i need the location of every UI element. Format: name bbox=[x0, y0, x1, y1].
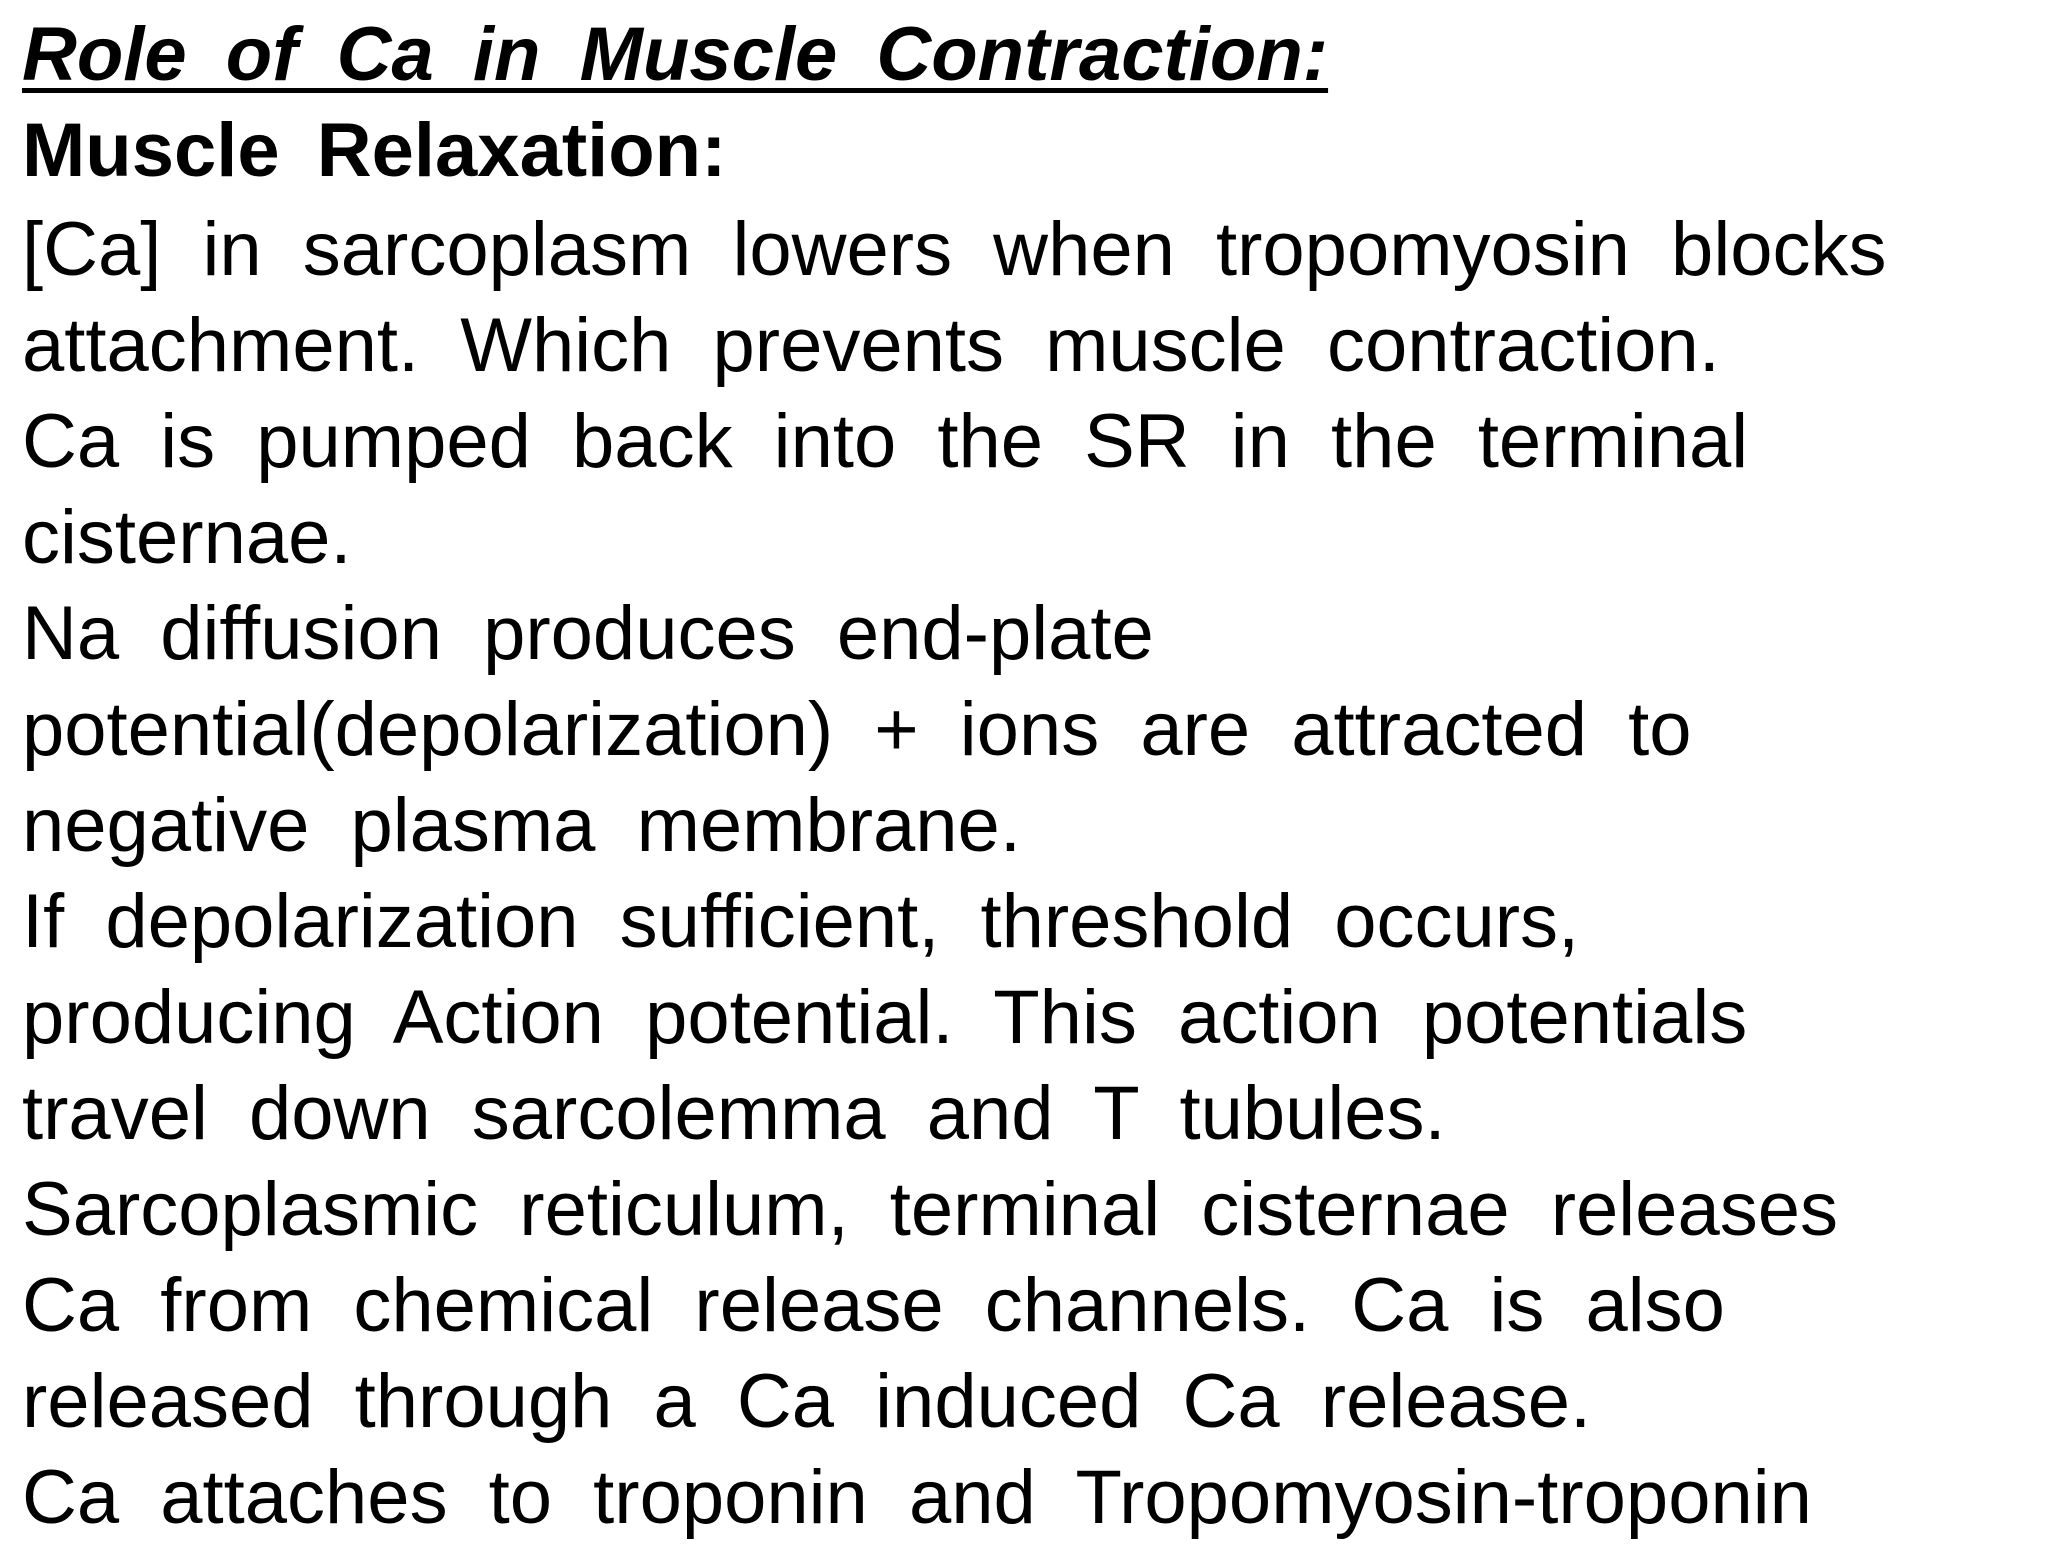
text-line: travel down sarcolemma and T tubules. bbox=[22, 1071, 1446, 1156]
text-line: released through a Ca induced Ca release. bbox=[22, 1359, 1592, 1444]
text-line: Ca is pumped back into the SR in the terminal bbox=[22, 399, 1749, 484]
text-line: Sarcoplasmic reticulum, terminal cisternae releases bbox=[22, 1167, 1838, 1252]
body-text bbox=[22, 202, 1886, 1546]
text-line: Na diffusion produces end-plate bbox=[22, 591, 1154, 676]
text-line: cisternae. bbox=[22, 495, 352, 580]
text-line: negative plasma membrane. bbox=[22, 783, 1021, 868]
text-line: producing Action potential. This action potentials bbox=[22, 975, 1748, 1060]
text-line: attachment. Which prevents muscle contraction. bbox=[22, 303, 1720, 388]
text-line: Ca attaches to troponin and Tropomyosin-troponin bbox=[22, 1455, 1812, 1540]
text-line: Ca from chemical release channels. Ca is also bbox=[22, 1263, 1725, 1348]
section-heading: Muscle Relaxation: bbox=[22, 108, 727, 193]
text-line: potential(depolarization) + ions are attracted to bbox=[22, 687, 1692, 772]
text-line: If depolarization sufficient, threshold occurs, bbox=[22, 879, 1580, 964]
page-title: Role of Ca in Muscle Contraction: bbox=[22, 12, 1329, 97]
text-line: [Ca] in sarcoplasm lowers when tropomyosin blocks bbox=[22, 207, 1887, 292]
